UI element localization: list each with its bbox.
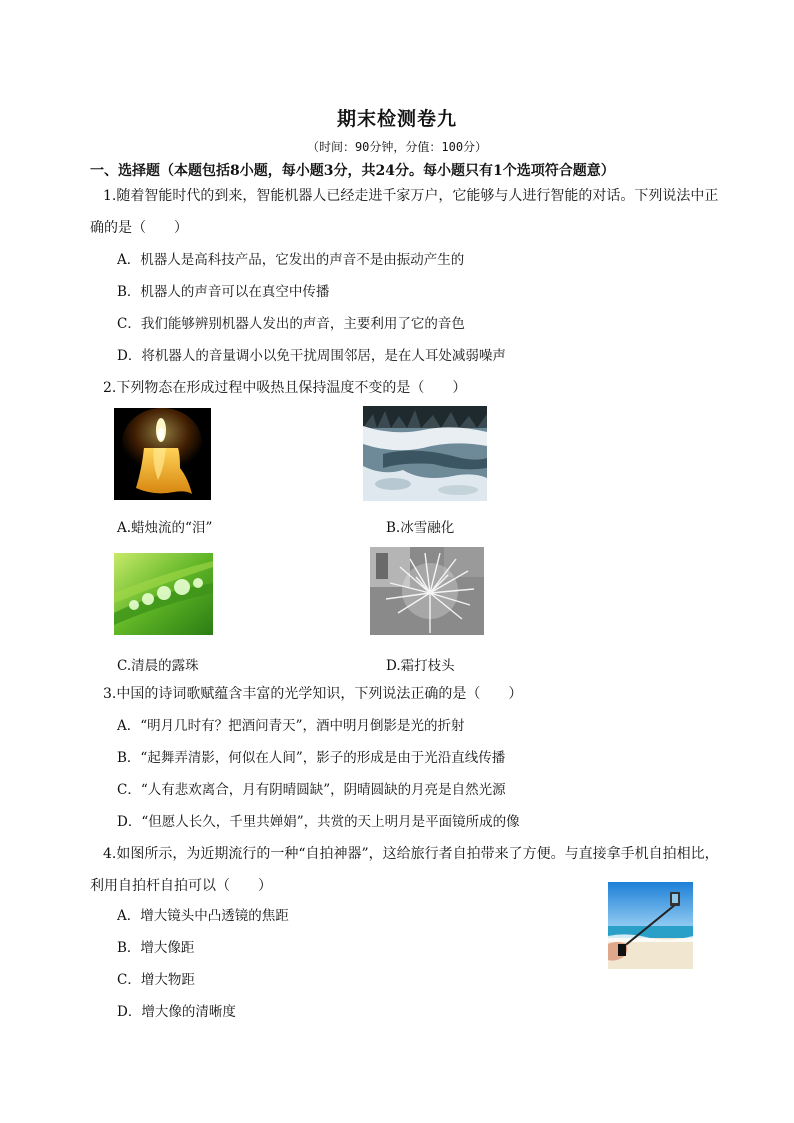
exam-time-score: （时间：90分钟，分值：100分） [306, 140, 488, 154]
question-1-option-d: D．将机器人的音量调小以免干扰周围邻居，是在人耳处减弱噪声 [117, 348, 506, 364]
dewdrop-image [114, 553, 213, 635]
question-4-stem-line1: 4.如图所示，为近期流行的一种“自拍神器”，这给旅行者自拍带来了方便。与直接拿手机自拍相比， [103, 846, 719, 862]
question-4-option-a: A．增大镜头中凸透镜的焦距 [117, 908, 289, 924]
question-2-caption-a: A.蜡烛流的“泪” [117, 520, 213, 536]
question-1-option-b: B．机器人的声音可以在真空中传播 [117, 284, 330, 300]
candle-image [114, 408, 211, 500]
question-1-stem-line2: 确的是（ ） [90, 220, 188, 236]
question-2-caption-b: B.冰雪融化 [386, 520, 455, 536]
snow-melting-image [363, 406, 487, 501]
page-title: 期末检测卷九 [336, 108, 457, 130]
question-4-option-c: C．增大物距 [117, 972, 195, 988]
question-3-option-c: C．“人有悲欢离合，月有阴晴圆缺”，阴晴圆缺的月亮是自然光源 [117, 782, 506, 798]
question-2-caption-d: D.霜打枝头 [386, 658, 455, 674]
frost-branch-image [370, 547, 484, 635]
question-1-option-a: A．机器人是高科技产品，它发出的声音不是由振动产生的 [117, 252, 465, 268]
question-4-option-d: D．增大像的清晰度 [117, 1004, 236, 1020]
question-1-stem-line1: 1.随着智能时代的到来，智能机器人已经走进千家万户，它能够与人进行智能的对话。下列说法中正 [103, 188, 719, 204]
question-1-option-c: C．我们能够辨别机器人发出的声音，主要利用了它的音色 [117, 316, 465, 332]
selfie-stick-image [608, 882, 693, 969]
question-3-stem: 3.中国的诗词歌赋蕴含丰富的光学知识，下列说法正确的是（ ） [103, 686, 523, 702]
question-4-option-b: B．增大像距 [117, 940, 195, 956]
question-2-caption-c: C.清晨的露珠 [117, 658, 199, 674]
question-3-option-a: A．“明月几时有？把酒问青天”，酒中明月倒影是光的折射 [117, 718, 465, 734]
question-4-stem-line2: 利用自拍杆自拍可以（ ） [90, 878, 272, 894]
question-3-option-d: D．“但愿人长久，千里共婵娟”，共赏的天上明月是平面镜所成的像 [117, 814, 520, 830]
question-3-option-b: B．“起舞弄清影，何似在人间”，影子的形成是由于光沿直线传播 [117, 750, 506, 766]
question-2-stem: 2.下列物态在形成过程中吸热且保持温度不变的是（ ） [103, 380, 467, 396]
section-heading: 一、选择题（本题包括8小题，每小题3分，共24分。每小题只有1个选项符合题意） [90, 163, 615, 179]
